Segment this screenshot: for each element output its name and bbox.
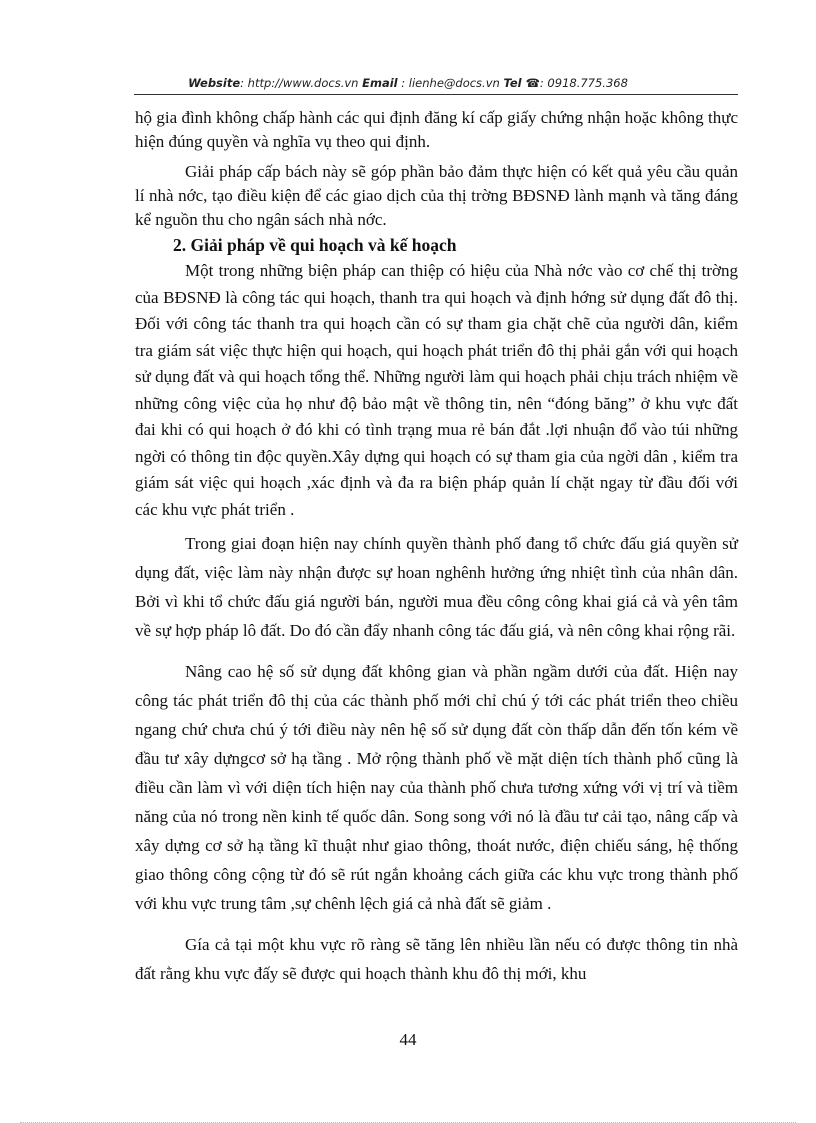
body-text	[135, 106, 738, 988]
paragraph-1: hộ gia đình không chấp hành các qui định đăng kí cấp giấy chứng nhận hoặc không thực hiện đúng quyền và nghĩa vụ theo qui định.	[135, 108, 738, 151]
email-label: Email	[362, 76, 398, 90]
website-label: Website	[188, 76, 241, 90]
email-value: : lienhe@docs.vn	[401, 76, 500, 90]
page-header	[0, 76, 816, 90]
section-heading: 2. Giải pháp về qui hoạch và kế hoạch	[173, 235, 457, 255]
tel-label: Tel ☎	[503, 76, 540, 90]
paragraph-4: Trong giai đoạn hiện nay chính quyền thành phố đang tổ chức đấu giá quyền sử dụng đất, việc làm này nhận được sự hoan nghênh hưởng ứng nhiệt tình của nhân dân. Bởi vì khi tổ chức đấu giá người bán, người mua đều công công khai giá cả và yên tâm về sự hợp pháp lô đất. Do đó cần đẩy nhanh công tác đấu giá, và nên công khai rộng rãi.	[135, 534, 738, 640]
tel-value: : 0918.775.368	[539, 76, 628, 90]
website-value: : http://www.docs.vn	[240, 76, 359, 90]
paragraph-3: Một trong những biện pháp can thiệp có hiệu của Nhà nớc vào cơ chế thị trờng của BĐSNĐ là công tác qui hoạch, thanh tra qui hoạch và định hớng sử dụng đất đô thị. Đối với công tác thanh tra qui hoạch cần có sự tham gia chặt chẽ của người dân, kiểm tra giám sát việc thực hiện qui hoạch, qui hoạch phát triển đô thị phải gắn với qui hoạch sử dụng đất và qui hoạch tổng thể. Những người làm qui hoạch phải chịu trách nhiệm về những công việc của họ như độ bảo mật về thông tin, nên “đóng băng” ở khu vực đất đai khi có qui hoạch ở đó khi có tình trạng mua rẻ bán đắt .lợi nhuận đổ vào túi những ngời có thông tin độc quyền.Xây dựng qui hoạch có sự tham gia của ngời dân , kiểm tra giám sát việc qui hoạch ,xác định và đa ra biện pháp quản lí chặt ngay từ đầu đối với các khu vực phát triển .	[135, 261, 738, 519]
header-divider	[134, 94, 738, 95]
paragraph-2: Giải pháp cấp bách này sẽ góp phần bảo đảm thực hiện có kết quả yêu cầu quản lí nhà nớc, tạo điều kiện để các giao dịch của thị trờng BĐSNĐ lành mạnh và tăng đáng kể nguồn thu cho ngân sách nhà nớc.	[135, 162, 738, 229]
page-number: 44	[399, 1030, 417, 1049]
paragraph-5: Nâng cao hệ số sử dụng đất không gian và phần ngầm dưới của đất. Hiện nay công tác phát triển đô thị của các thành phố mới chỉ chú ý tới các phát triển theo chiều ngang chứ chưa chú ý tới điều này nên hệ số sử dụng đất còn thấp dẫn đến tốn kém về đầu tư xây dựngcơ sở hạ tầng . Mở rộng thành phố về mặt diện tích thành phố cũng là điều cần làm vì với diện tích hiện nay của thành phố chưa tương xứng với vị trí và tiềm năng của nó trong nền kinh tế quốc dân. Song song với nó là đầu tư cải tạo, nâng cấp và xây dựng cơ sở hạ tầng kĩ thuật như giao thông, thoát nước, điện chiếu sáng, hệ thống giao thông công cộng từ đó sẽ rút ngắn khoảng cách giữa các khu vực trong thành phố với khu vực trung tâm ,sự chênh lệch giá cả nhà đất sẽ giảm .	[135, 662, 738, 913]
paragraph-6: Gía cả tại một khu vực rõ ràng sẽ tăng lên nhiều lần nếu có được thông tin nhà đất rằng khu vực đấy sẽ được qui hoạch thành khu đô thị mới, khu	[135, 935, 738, 983]
